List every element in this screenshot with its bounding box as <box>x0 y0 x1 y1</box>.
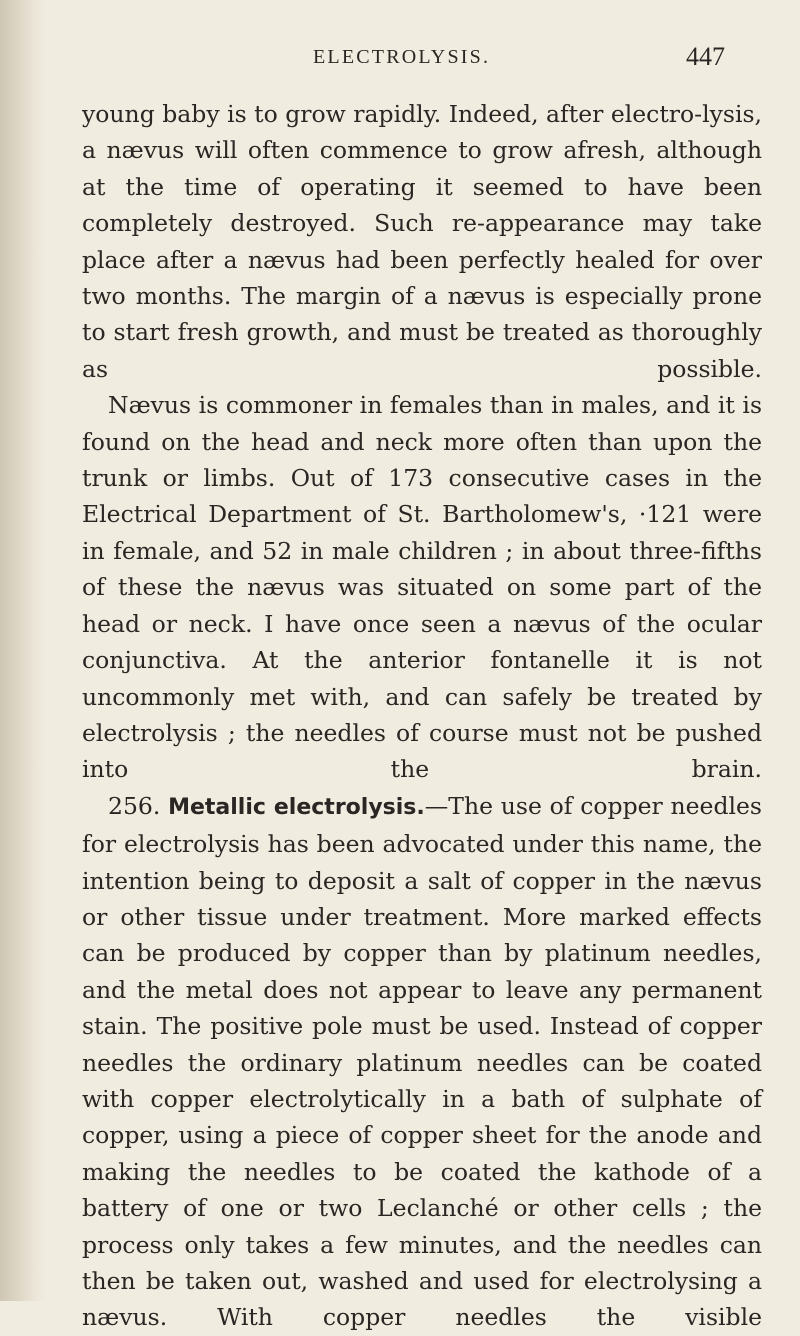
binding-gutter <box>0 0 46 1301</box>
paragraph-metallic-electrolysis <box>82 788 762 1336</box>
section-title: Metallic electrolysis. <box>168 794 425 820</box>
page-number: 447 <box>686 42 725 71</box>
running-head: ELECTROLYSIS. <box>313 46 491 68</box>
paragraph-naevus-incidence: Nævus is commoner in females than in males, and it is found on the head and neck more often than upon the trunk or limbs. Out of 173 consecutive cases in the Electrical Department of St. Bartholomew's, ·121 were in female, and 52 in male children ; in about three-fifths of these the nævus was situated on some part of the head or neck. I have once seen a nævus of the ocular conjunctiva. At the anterior fontanelle it is not uncommonly met with, and can safely be treated by electrolysis ; the needles of course must not be pushed into the brain. <box>82 391 762 784</box>
paragraph-continuation: young baby is to grow rapidly. Indeed, after electro-lysis, a nævus will often commence to grow afresh, although at the time of operating it seemed to have been completely destroyed. Such re-appearance may take place after a nævus had been perfectly healed for over two months. The margin of a nævus is especially prone to start fresh growth, and must be treated as thoroughly as possible. <box>82 100 762 383</box>
section-body: —The use of copper needles for electrolysis has been advocated under this name, the intention being to deposit a salt of copper in the nævus or other tissue under treatment. More marked effects can be produced by copper than by platinum needles, and the metal does not appear to leave any permanent stain. The positive pole must be used. Instead of copper needles the ordinary platinum needles can be coated with copper electrolytically in a bath of sulphate of copper, using a piece of copper sheet for the anode and making the needles to be coated the kathode of a battery of one or two Leclanché or other cells ; the process only takes a few minutes, and the needles can then be taken out, washed and used for electrolysing a nævus. With copper needles the visible <box>82 791 762 1332</box>
page-header <box>0 42 800 76</box>
body-text <box>82 96 762 1336</box>
section-number: 256. <box>108 791 161 820</box>
